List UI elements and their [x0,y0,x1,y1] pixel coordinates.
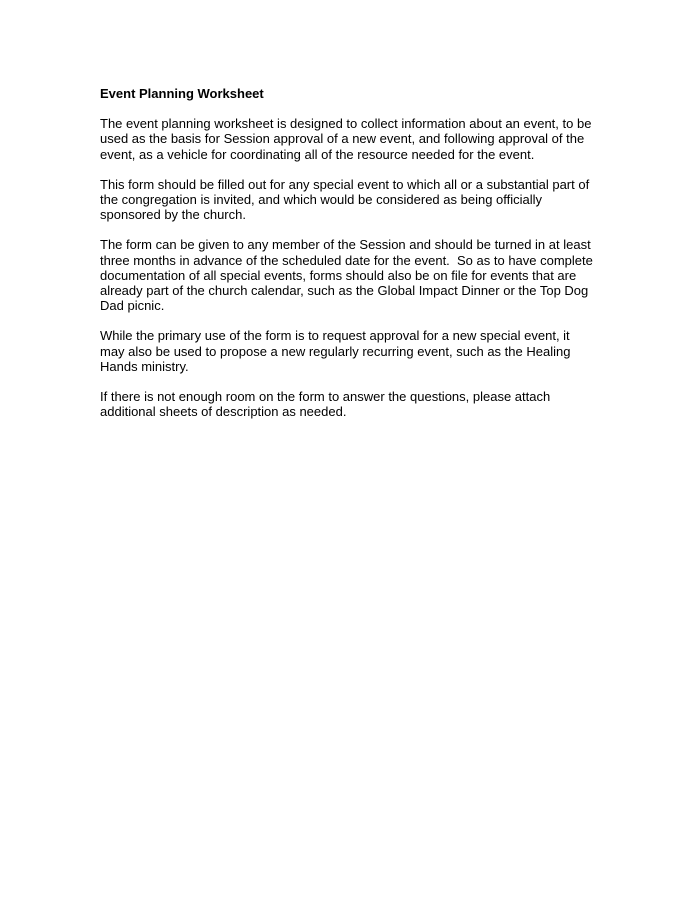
paragraph-submission: The form can be given to any member of the Session and should be turned in at least three months in advance of the scheduled date for the event. So as to have complete documentation of all special events, forms should also be on file for events that are already part of the church calendar, such as the Global Impact Dinner or the Top Dog Dad picnic. [100,237,597,314]
paragraph-when-to-fill: This form should be filled out for any special event to which all or a substantial part of the congregation is invited, and which would be considered as being officially sponsored by the church. [100,176,593,223]
paragraph-additional-sheets: If there is not enough room on the form to answer the questions, please attach additional sheets of description as needed. [100,389,554,420]
document-title: Event Planning Worksheet [100,86,264,101]
paragraph-recurring-events: While the primary use of the form is to request approval for a new special event, it may also be used to propose a new regularly recurring event, such as the Healing Hands ministry. [100,328,575,374]
paragraph-purpose: The event planning worksheet is designed to collect information about an event, to be used as the basis for Session approval of a new event, and following approval of the event, as a vehicle for coordinating all of the resource needed for the event. [100,116,596,162]
document-content [100,86,596,434]
